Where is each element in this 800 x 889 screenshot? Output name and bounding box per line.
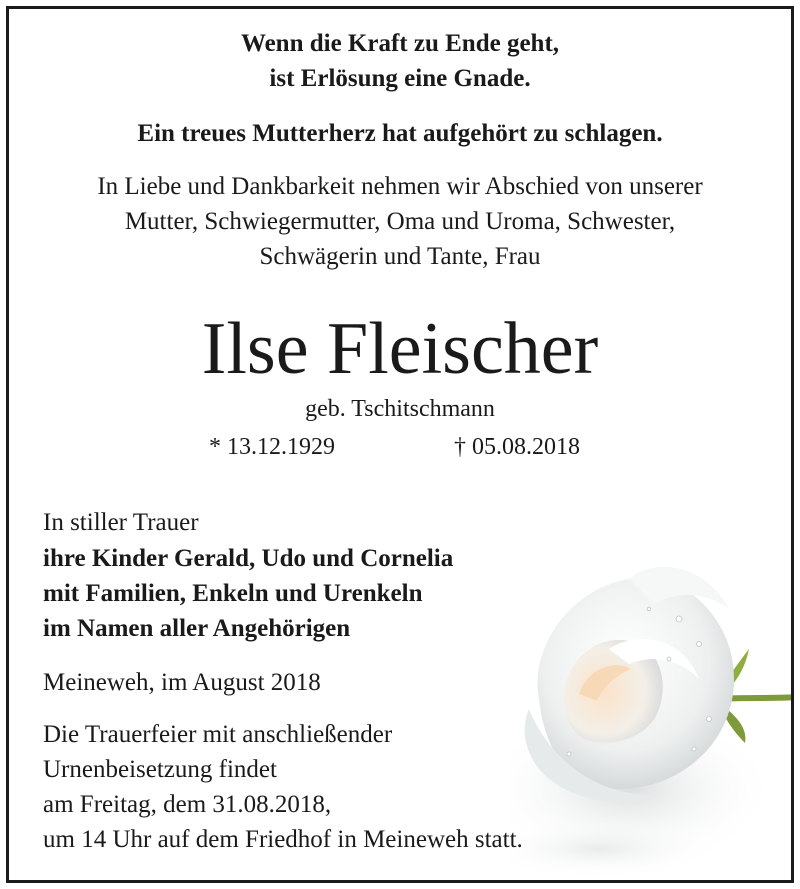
quote-line-2: ist Erlösung eine Gnade. [269,65,531,92]
deceased-name: Ilse Fleischer [201,308,599,390]
ceremony-line-4: um 14 Uhr auf dem Friedhof in Meineweh statt. [43,826,523,853]
birth-date: * 13.12.1929 [209,434,335,460]
mourning-intro: In stiller Trauer [43,509,199,536]
mourners-line-1: ihre Kinder Gerald, Udo und Cornelia [43,545,454,572]
mourners-line-3: im Namen aller Angehörigen [43,615,351,642]
mourners-line-2: mit Familien, Enkeln und Urenkeln [43,580,423,607]
obituary-notice [6,6,794,883]
place-date: Meineweh, im August 2018 [43,669,321,696]
maiden-name: geb. Tschitschmann [305,396,495,422]
white-rose-image [509,549,794,883]
death-date: † 05.08.2018 [454,434,580,460]
quote-line-1: Wenn die Kraft zu Ende geht, [240,30,560,57]
farewell-line-3: Schwägerin und Tante, Frau [259,243,541,270]
ceremony-line-3: am Freitag, dem 31.08.2018, [43,791,332,818]
farewell-line-1: In Liebe und Dankbarkeit nehmen wir Abschied von unserer [97,173,703,200]
heart-line: Ein treues Mutterherz hat aufgehört zu schlagen. [137,120,663,147]
farewell-line-2: Mutter, Schwiegermutter, Oma und Uroma, Schwester, [124,208,676,235]
ceremony-line-1: Die Trauerfeier mit anschließender [43,721,393,748]
ceremony-line-2: Urnenbeisetzung findet [43,756,277,783]
